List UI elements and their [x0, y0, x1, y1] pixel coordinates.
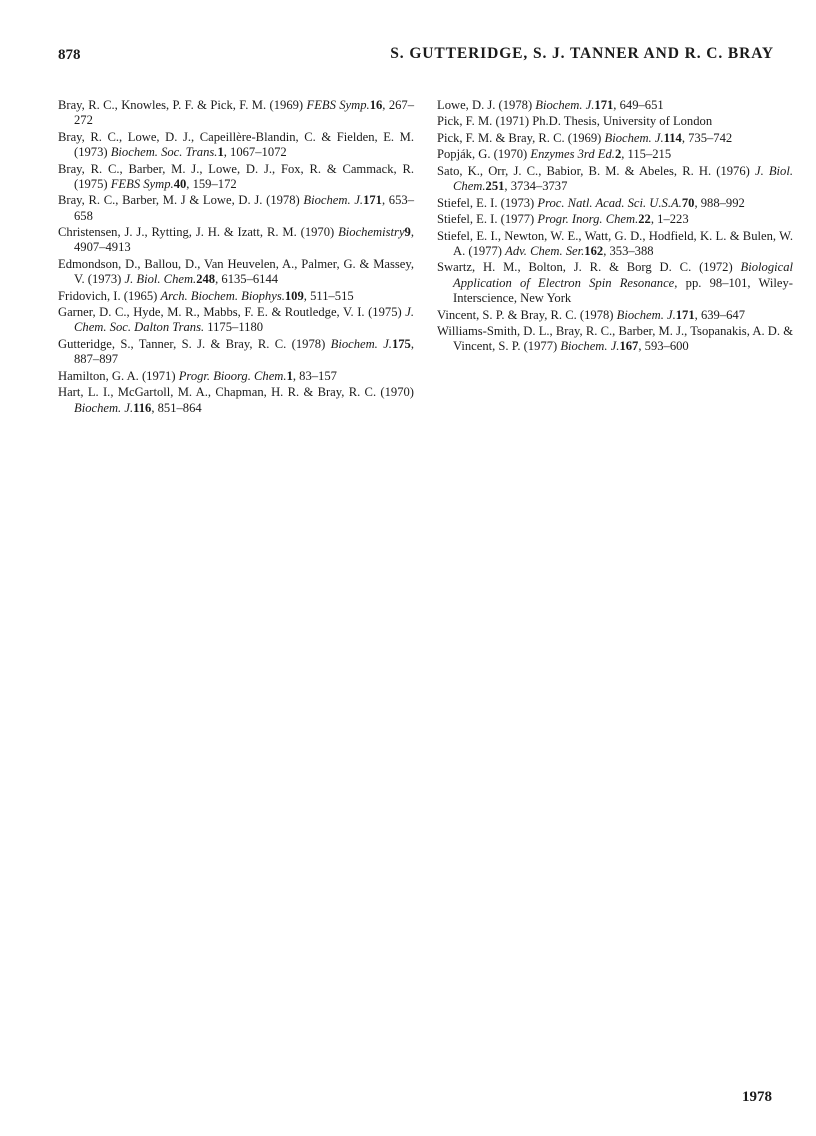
reference-entry: [437, 164, 793, 195]
reference-journal: Biochem. J.: [535, 98, 595, 112]
reference-journal: Proc. Natl. Acad. Sci. U.S.A.: [537, 195, 682, 210]
reference-authors: Hamilton, G. A. (1971): [58, 368, 179, 383]
footer-year: 1978: [742, 1089, 772, 1105]
reference-volume: 251: [485, 179, 505, 194]
reference-volume: 70: [681, 195, 695, 210]
reference-journal: Biochem. J.: [616, 307, 676, 322]
reference-volume: 171: [675, 307, 695, 322]
reference-pages: , 1067–1072: [223, 145, 287, 160]
reference-journal: J. Chem. Soc. Dalton Trans.: [74, 305, 414, 335]
reference-authors: Bray, R. C., Knowles, P. F. & Pick, F. M. (1969): [58, 98, 307, 112]
reference-pages: , 988–992: [694, 195, 745, 210]
reference-entry: [437, 131, 793, 146]
page-number: 878: [58, 47, 81, 63]
reference-pages: , 653–658: [74, 193, 414, 223]
reference-entry: [58, 193, 414, 224]
reference-journal: J. Biol. Chem.: [124, 272, 197, 287]
reference-entry: [58, 369, 414, 384]
reference-authors: Pick, F. M. (1971) Ph.D. Thesis, University of London: [437, 114, 713, 129]
reference-authors: Hart, L. I., McGartoll, M. A., Chapman, H. R. & Bray, R. C. (1970): [58, 385, 414, 400]
reference-authors: Vincent, S. P. & Bray, R. C. (1978): [437, 307, 617, 322]
reference-journal: Biochem. J.: [74, 400, 134, 415]
reference-pages: , 4907–4913: [74, 225, 414, 255]
reference-pages: , 159–172: [186, 176, 237, 191]
reference-pages: , 1–223: [650, 212, 689, 227]
reference-authors: Edmondson, D., Ballou, D., Van Heuvelen, A., Palmer, G. & Massey, V. (1973): [58, 256, 414, 287]
reference-volume: 9: [404, 225, 411, 240]
reference-authors: Lowe, D. J. (1978): [437, 98, 536, 112]
reference-pages: , pp. 98–101, Wiley-Interscience, New York: [453, 275, 793, 306]
reference-authors: Stiefel, E. I., Newton, W. E., Watt, G. D., Hodfield, K. L. & Bulen, W. A. (1977): [437, 228, 793, 258]
reference-journal: Arch. Biochem. Biophys.: [160, 288, 285, 303]
reference-entry: [437, 196, 793, 211]
reference-pages: , 639–647: [694, 307, 746, 322]
reference-authors: Bray, R. C., Barber, M. J & Lowe, D. J. (1978): [58, 193, 304, 208]
reference-entry: [58, 98, 414, 129]
reference-volume: 1: [217, 145, 224, 160]
reference-authors: Pick, F. M. & Bray, R. C. (1969): [437, 130, 605, 145]
reference-journal: J. Biol. Chem.: [453, 163, 793, 194]
reference-volume: 109: [284, 288, 304, 303]
reference-pages: , 83–157: [292, 368, 337, 383]
reference-pages: , 887–897: [74, 336, 414, 367]
reference-volume: 248: [196, 272, 216, 287]
reference-journal: Biochem. J.: [330, 336, 392, 351]
reference-entry: [437, 212, 793, 227]
reference-journal: Biochemistry: [338, 225, 405, 240]
reference-entry: [58, 305, 414, 336]
reference-journal: Adv. Chem. Ser.: [505, 243, 585, 258]
references-column-left: [58, 98, 414, 417]
reference-pages: 1175–1180: [204, 320, 264, 335]
reference-authors: Swartz, H. M., Bolton, J. R. & Borg D. C. (1972): [437, 260, 741, 275]
reference-volume: 162: [584, 243, 604, 258]
reference-volume: 1: [286, 368, 293, 383]
reference-pages: , 649–651: [613, 98, 664, 112]
reference-journal: Biochem. J.: [560, 339, 620, 354]
reference-volume: 114: [663, 130, 682, 145]
reference-pages: , 511–515: [303, 288, 354, 303]
reference-volume: 116: [133, 400, 152, 415]
reference-journal: Enzymes 3rd Ed.: [530, 147, 615, 162]
reference-entry: [58, 225, 414, 256]
reference-authors: Garner, D. C., Hyde, M. R., Mabbs, F. E. & Routledge, V. I. (1975): [58, 305, 406, 320]
reference-journal: Biological Application of Electron Spin Resonance: [453, 260, 793, 290]
reference-entry: [58, 162, 414, 193]
reference-entry: [437, 147, 793, 162]
reference-authors: Christensen, J. J., Rytting, J. H. & Izatt, R. M. (1970): [58, 225, 339, 240]
reference-authors: Sato, K., Orr, J. C., Babior, B. M. & Abeles, R. H. (1976): [437, 163, 755, 178]
reference-entry: [58, 385, 414, 416]
reference-authors: Popják, G. (1970): [437, 147, 531, 162]
reference-volume: 171: [594, 98, 614, 112]
reference-pages: , 735–742: [681, 130, 733, 145]
reference-journal: Biochem. Soc. Trans.: [110, 145, 218, 160]
reference-authors: Williams-Smith, D. L., Bray, R. C., Barber, M. J., Tsopanakis, A. D. & Vincent, S. P. (1977): [437, 324, 793, 354]
reference-authors: Stiefel, E. I. (1977): [437, 212, 538, 227]
reference-volume: 167: [619, 339, 639, 354]
reference-entry: [58, 257, 414, 288]
reference-pages: , 3734–3737: [504, 179, 568, 194]
reference-pages: , 353–388: [603, 243, 654, 258]
reference-authors: Fridovich, I. (1965): [58, 288, 161, 303]
reference-authors: Bray, R. C., Lowe, D. J., Capeillère-Blandin, C. & Fielden, E. M. (1973): [58, 129, 414, 160]
reference-authors: Bray, R. C., Barber, M. J., Lowe, D. J., Fox, R. & Cammack, R. (1975): [58, 161, 414, 191]
reference-entry: [437, 308, 793, 323]
reference-entry: [58, 337, 414, 368]
reference-entry: [437, 229, 793, 260]
reference-journal: FEBS Symp.: [110, 176, 174, 191]
reference-authors: Stiefel, E. I. (1973): [437, 195, 538, 210]
reference-volume: 175: [391, 336, 411, 351]
reference-entry: [437, 260, 793, 306]
reference-entry: [58, 289, 414, 304]
reference-volume: 40: [173, 176, 187, 191]
reference-pages: , 593–600: [638, 339, 689, 354]
reference-journal: FEBS Symp.: [306, 98, 370, 112]
reference-journal: Biochem. J.: [604, 130, 664, 145]
reference-journal: Progr. Bioorg. Chem.: [178, 368, 287, 383]
running-head: S. GUTTERIDGE, S. J. TANNER AND R. C. BRAY: [390, 45, 774, 62]
reference-authors: Gutteridge, S., Tanner, S. J. & Bray, R. C. (1978): [58, 336, 331, 351]
reference-pages: , 115–215: [621, 147, 672, 162]
reference-entry: [437, 114, 793, 129]
reference-volume: 22: [638, 212, 651, 227]
reference-volume: 16: [369, 98, 383, 112]
reference-volume: 2: [614, 147, 622, 162]
reference-volume: 171: [363, 193, 382, 208]
reference-journal: Progr. Inorg. Chem.: [537, 212, 639, 227]
references-column-right: [437, 98, 793, 356]
reference-entry: [58, 130, 414, 161]
reference-pages: , 267–272: [74, 98, 414, 128]
reference-entry: [437, 324, 793, 355]
reference-pages: , 6135–6144: [215, 272, 279, 287]
reference-pages: , 851–864: [151, 400, 202, 415]
reference-entry: [437, 98, 793, 113]
reference-journal: Biochem. J.: [303, 193, 364, 208]
